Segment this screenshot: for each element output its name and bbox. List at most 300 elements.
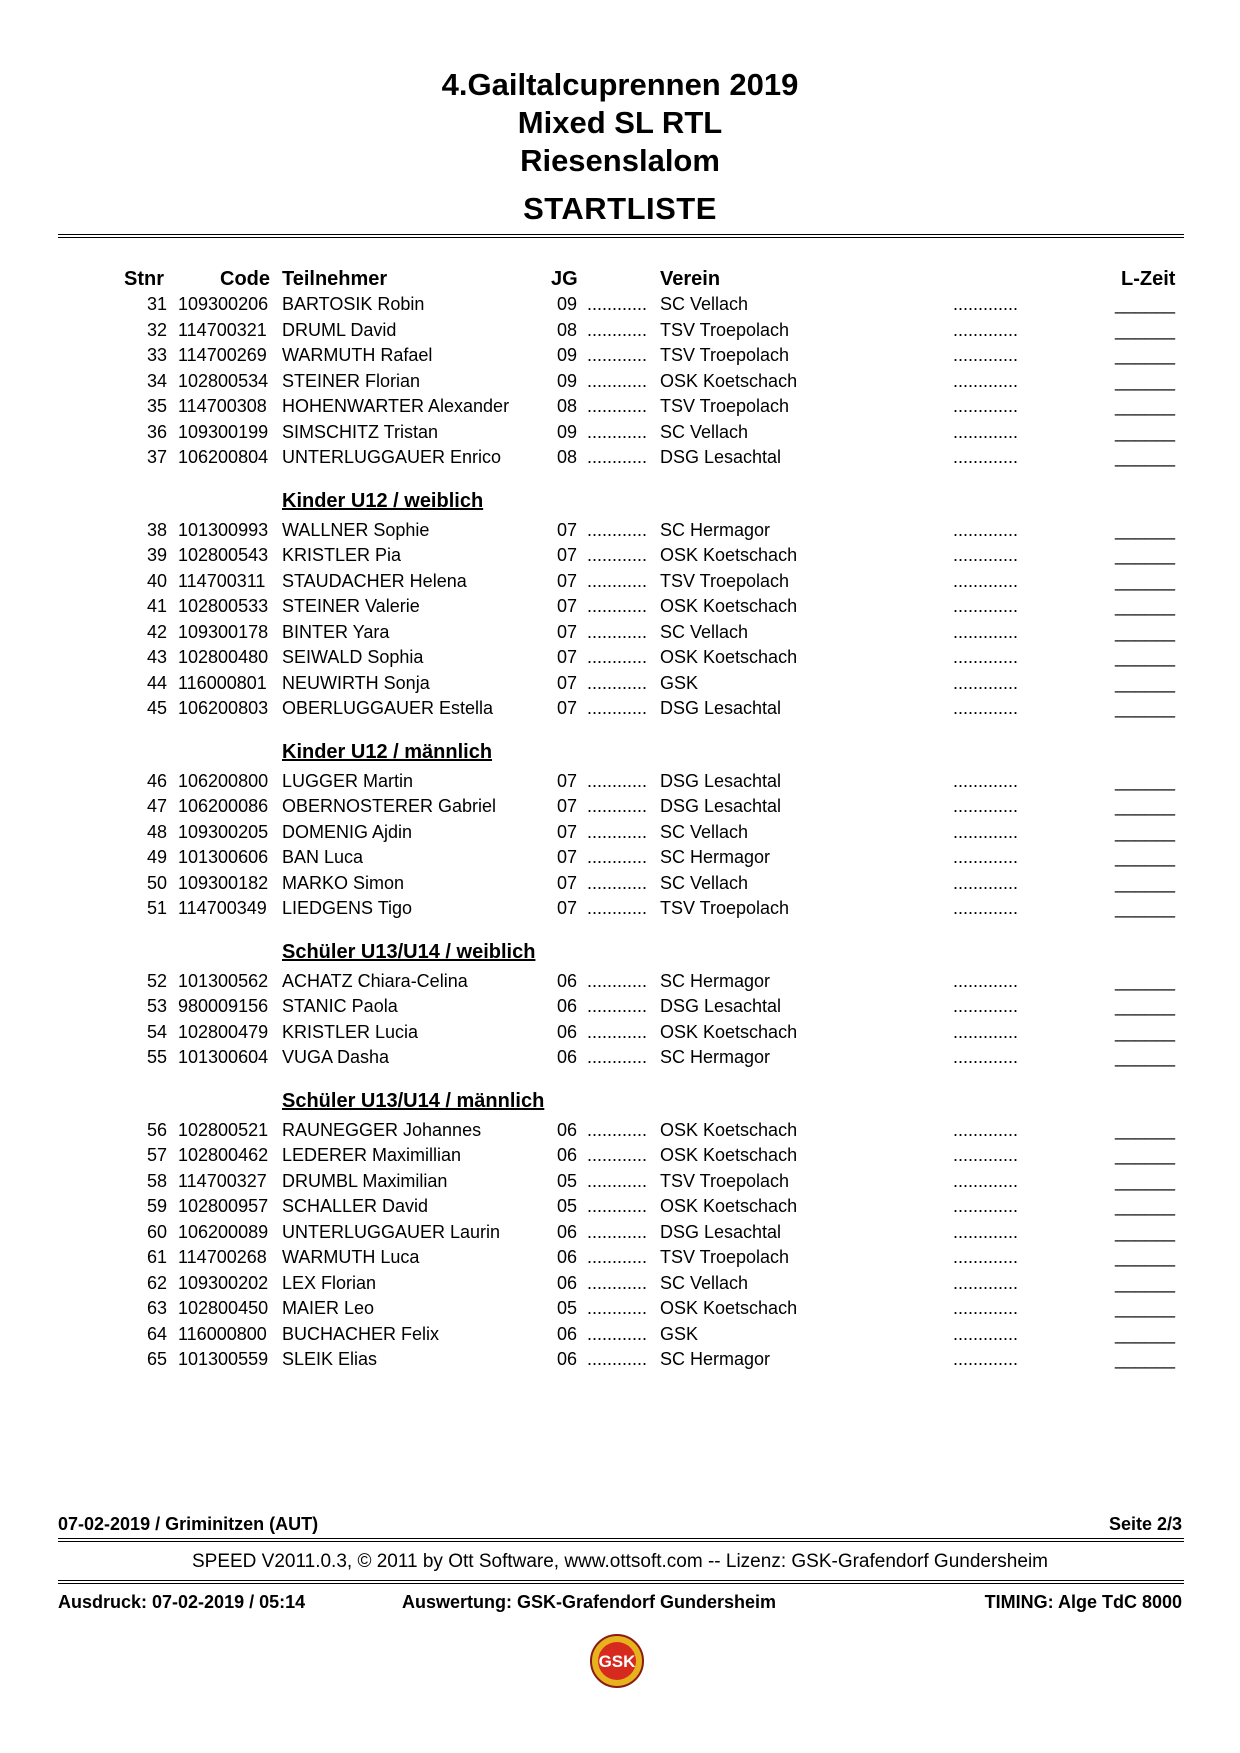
club-name: SC Vellach <box>660 621 749 642</box>
start-number: 52 <box>146 970 167 991</box>
competitor-code: 109300199 <box>178 421 269 442</box>
start-number: 55 <box>146 1047 167 1067</box>
dotted-placeholder: ............. <box>953 370 1019 391</box>
competitor-name: ACHATZ Chiara-Celina <box>282 970 468 991</box>
lzeit-blank: ______ <box>1115 847 1176 867</box>
club-name: TSV Troepolach <box>660 570 790 591</box>
lzeit-blank: ______ <box>1115 647 1176 667</box>
club-name: SC Hermagor <box>660 1349 771 1369</box>
competitor-name: STANIC Paola <box>282 996 398 1016</box>
dotted-placeholder: ............. <box>953 1196 1019 1216</box>
club-name: GSK <box>660 1323 699 1344</box>
dotted-placeholder: ............. <box>953 1272 1019 1293</box>
competitor-code: 109300206 <box>178 294 269 314</box>
start-number: 39 <box>146 545 167 565</box>
dotted-placeholder: ............. <box>953 294 1019 314</box>
dotted-placeholder: ............ <box>587 421 648 442</box>
competitor-row <box>0 794 1240 820</box>
birth-year: 08 <box>557 396 578 416</box>
competitor-row <box>0 394 1240 420</box>
start-number: 57 <box>146 1145 167 1165</box>
start-number: 49 <box>146 847 167 867</box>
category-heading: Kinder U12 / männlich <box>282 740 493 763</box>
competitor-row <box>0 543 1240 569</box>
dotted-placeholder: ............. <box>953 1323 1019 1344</box>
dotted-placeholder: ............ <box>587 770 648 791</box>
dotted-placeholder: ............ <box>587 1298 648 1318</box>
competitor-code: 102800480 <box>178 647 269 667</box>
dotted-placeholder: ............. <box>953 1247 1019 1267</box>
birth-year: 09 <box>557 345 578 365</box>
category-block <box>0 1071 1240 1118</box>
club-name: DSG Lesachtal <box>660 698 782 718</box>
dotted-placeholder: ............ <box>587 1323 648 1344</box>
birth-year: 08 <box>557 447 578 467</box>
dotted-placeholder: ............. <box>953 898 1019 918</box>
competitor-row <box>0 1347 1240 1373</box>
dotted-placeholder: ............ <box>587 996 648 1016</box>
start-number: 46 <box>146 770 167 791</box>
start-number: 36 <box>146 421 167 442</box>
start-number: 63 <box>146 1298 167 1318</box>
birth-year: 07 <box>557 821 578 842</box>
competitor-name: SIMSCHITZ Tristan <box>282 421 439 442</box>
dotted-placeholder: ............ <box>587 570 648 591</box>
dotted-placeholder: ............ <box>587 345 648 365</box>
competitor-name: LUGGER Martin <box>282 770 414 791</box>
dotted-placeholder: ............. <box>953 796 1019 816</box>
competitor-row <box>0 969 1240 995</box>
dotted-placeholder: ............. <box>953 872 1019 893</box>
dotted-placeholder: ............. <box>953 672 1019 693</box>
competitor-code: 109300202 <box>178 1272 269 1293</box>
title-block <box>0 66 1240 227</box>
lzeit-blank: ______ <box>1115 345 1176 365</box>
competitor-row <box>0 620 1240 646</box>
competitor-name: LEDERER Maximillian <box>282 1145 462 1165</box>
competitor-code: 101300604 <box>178 1047 269 1067</box>
birth-year: 07 <box>557 698 578 718</box>
competitor-code: 116000800 <box>178 1323 267 1344</box>
competitor-name: RAUNEGGER Johannes <box>282 1119 482 1140</box>
category-block <box>0 471 1240 518</box>
lzeit-blank: ______ <box>1115 621 1176 642</box>
start-number: 64 <box>146 1323 167 1344</box>
competitor-row <box>0 896 1240 922</box>
lzeit-blank: ______ <box>1115 770 1176 791</box>
dotted-placeholder: ............ <box>587 970 648 991</box>
club-name: DSG Lesachtal <box>660 996 782 1016</box>
club-name: OSK Koetschach <box>660 596 798 616</box>
lzeit-blank: ______ <box>1115 396 1176 416</box>
club-name: TSV Troepolach <box>660 1170 790 1191</box>
club-name: TSV Troepolach <box>660 1247 790 1267</box>
competitor-name: HOHENWARTER Alexander <box>282 396 510 416</box>
event-subtitle: Mixed SL RTL <box>517 105 723 140</box>
competitor-code: 102800533 <box>178 596 269 616</box>
competitor-code: 114700268 <box>178 1247 267 1267</box>
category-heading: Schüler U13/U14 / männlich <box>282 1089 545 1112</box>
dotted-placeholder: ............. <box>953 1021 1019 1042</box>
competitor-row <box>0 1169 1240 1195</box>
club-name: SC Vellach <box>660 821 749 842</box>
start-number: 44 <box>146 672 167 693</box>
dotted-placeholder: ............ <box>587 1196 648 1216</box>
footer-software: SPEED V2011.0.3, © 2011 by Ott Software, www.ottsoft.com -- Lizenz: GSK-Grafendorf Gundersheim <box>191 1551 1048 1572</box>
birth-year: 06 <box>557 1323 578 1344</box>
competitor-row <box>0 871 1240 897</box>
competitor-row <box>0 1220 1240 1246</box>
start-number: 56 <box>146 1119 167 1140</box>
dotted-placeholder: ............. <box>953 447 1019 467</box>
lzeit-blank: ______ <box>1115 1247 1176 1267</box>
dotted-placeholder: ............. <box>953 647 1019 667</box>
category-heading: Schüler U13/U14 / weiblich <box>282 940 536 963</box>
start-number: 48 <box>146 821 167 842</box>
competitor-name: BUCHACHER Felix <box>282 1323 440 1344</box>
lzeit-blank: ______ <box>1115 898 1176 918</box>
start-number: 42 <box>146 621 167 642</box>
club-name: SC Hermagor <box>660 847 771 867</box>
lzeit-blank: ______ <box>1115 1170 1176 1191</box>
competitor-row <box>0 292 1240 318</box>
competitor-code: 102800462 <box>178 1145 269 1165</box>
competitor-row <box>0 1194 1240 1220</box>
competitor-name: BINTER Yara <box>282 621 390 642</box>
club-name: SC Hermagor <box>660 1047 771 1067</box>
footer-page: Seite 2/3 <box>1108 1514 1182 1534</box>
club-name: SC Hermagor <box>660 970 771 991</box>
competitor-row <box>0 845 1240 871</box>
lzeit-blank: ______ <box>1115 1021 1176 1042</box>
competitor-name: OBERLUGGAUER Estella <box>282 698 494 718</box>
competitor-row <box>0 820 1240 846</box>
start-number: 34 <box>146 370 167 391</box>
competitor-code: 114700349 <box>178 898 267 918</box>
dotted-placeholder: ............. <box>953 621 1019 642</box>
competitor-code: 101300559 <box>178 1349 269 1369</box>
competitor-row <box>0 1118 1240 1144</box>
lzeit-blank: ______ <box>1115 970 1176 991</box>
birth-year: 09 <box>557 294 578 314</box>
dotted-placeholder: ............ <box>587 447 648 467</box>
dotted-placeholder: ............ <box>587 1021 648 1042</box>
competitor-row <box>0 569 1240 595</box>
club-name: SC Vellach <box>660 294 749 314</box>
category-heading: Kinder U12 / weiblich <box>282 489 484 512</box>
start-number: 32 <box>146 319 167 340</box>
competitor-code: 106200803 <box>178 698 269 718</box>
club-name: OSK Koetschach <box>660 1196 798 1216</box>
club-name: OSK Koetschach <box>660 647 798 667</box>
lzeit-blank: ______ <box>1115 996 1176 1016</box>
dotted-placeholder: ............. <box>953 345 1019 365</box>
dotted-placeholder: ............. <box>953 1221 1019 1242</box>
competitor-code: 109300182 <box>178 872 269 893</box>
competitor-code: 102800521 <box>178 1119 269 1140</box>
dotted-placeholder: ............ <box>587 319 648 340</box>
competitor-name: LIEDGENS Tigo <box>282 898 413 918</box>
club-name: OSK Koetschach <box>660 1298 798 1318</box>
competitor-row <box>0 420 1240 446</box>
dotted-placeholder: ............ <box>587 672 648 693</box>
club-name: DSG Lesachtal <box>660 770 782 791</box>
dotted-placeholder: ............. <box>953 545 1019 565</box>
start-number: 60 <box>146 1221 167 1242</box>
competitor-name: WALLNER Sophie <box>282 519 430 540</box>
col-header-club: Verein <box>660 268 721 290</box>
birth-year: 06 <box>557 1119 578 1140</box>
lzeit-blank: ______ <box>1115 545 1176 565</box>
competitor-row <box>0 1020 1240 1046</box>
dotted-placeholder: ............ <box>587 1145 648 1165</box>
lzeit-blank: ______ <box>1115 1047 1176 1067</box>
competitor-name: STEINER Florian <box>282 370 421 391</box>
competitor-name: DRUML David <box>282 319 397 340</box>
competitor-row <box>0 518 1240 544</box>
competitor-name: OBERNOSTERER Gabriel <box>282 796 497 816</box>
dotted-placeholder: ............ <box>587 545 648 565</box>
dotted-placeholder: ............. <box>953 698 1019 718</box>
list-type-title: STARTLISTE <box>523 191 717 226</box>
dotted-placeholder: ............ <box>587 596 648 616</box>
dotted-placeholder: ............. <box>953 970 1019 991</box>
start-number: 37 <box>146 447 167 467</box>
dotted-placeholder: ............. <box>953 396 1019 416</box>
dotted-placeholder: ............. <box>953 847 1019 867</box>
dotted-placeholder: ............ <box>587 519 648 540</box>
club-name: TSV Troepolach <box>660 898 790 918</box>
club-name: OSK Koetschach <box>660 1145 798 1165</box>
competitor-name: UNTERLUGGAUER Laurin <box>282 1221 501 1242</box>
birth-year: 06 <box>557 1221 578 1242</box>
dotted-placeholder: ............ <box>587 1119 648 1140</box>
competitor-row <box>0 343 1240 369</box>
col-header-stnr: Stnr <box>124 268 164 290</box>
dotted-placeholder: ............. <box>953 1298 1019 1318</box>
lzeit-blank: ______ <box>1115 1349 1176 1369</box>
birth-year: 05 <box>557 1298 578 1318</box>
dotted-placeholder: ............. <box>953 1349 1019 1369</box>
lzeit-blank: ______ <box>1115 872 1176 893</box>
dotted-placeholder: ............ <box>587 1349 648 1369</box>
dotted-placeholder: ............ <box>587 872 648 893</box>
competitor-row <box>0 671 1240 697</box>
dotted-placeholder: ............ <box>587 1170 648 1191</box>
birth-year: 05 <box>557 1196 578 1216</box>
discipline-title: Riesenslalom <box>520 143 720 178</box>
lzeit-blank: ______ <box>1115 370 1176 391</box>
dotted-placeholder: ............ <box>587 796 648 816</box>
lzeit-blank: ______ <box>1115 570 1176 591</box>
lzeit-blank: ______ <box>1115 519 1176 540</box>
birth-year: 07 <box>557 596 578 616</box>
start-list <box>0 292 1240 1373</box>
club-name: DSG Lesachtal <box>660 447 782 467</box>
dotted-placeholder: ............. <box>953 1047 1019 1067</box>
col-header-lzeit: L-Zeit <box>1121 268 1176 290</box>
competitor-row <box>0 696 1240 722</box>
dotted-placeholder: ............ <box>587 647 648 667</box>
birth-year: 06 <box>557 1247 578 1267</box>
dotted-placeholder: ............. <box>953 821 1019 842</box>
competitor-code: 101300562 <box>178 970 269 991</box>
dotted-placeholder: ............ <box>587 1272 648 1293</box>
club-name: OSK Koetschach <box>660 370 798 391</box>
lzeit-blank: ______ <box>1115 1119 1176 1140</box>
lzeit-blank: ______ <box>1115 821 1176 842</box>
dotted-placeholder: ............. <box>953 596 1019 616</box>
col-header-jg: JG <box>551 268 578 290</box>
club-name: SC Hermagor <box>660 519 771 540</box>
dotted-placeholder: ............ <box>587 698 648 718</box>
competitor-code: 109300205 <box>178 821 269 842</box>
birth-year: 05 <box>557 1170 578 1191</box>
competitor-name: BARTOSIK Robin <box>282 294 425 314</box>
event-title: 4.Gailtalcuprennen 2019 <box>441 67 799 102</box>
lzeit-blank: ______ <box>1115 672 1176 693</box>
dotted-placeholder: ............ <box>587 1247 648 1267</box>
competitor-code: 114700327 <box>178 1170 267 1191</box>
start-number: 35 <box>146 396 167 416</box>
lzeit-blank: ______ <box>1115 447 1176 467</box>
svg-text:GSK: GSK <box>598 1652 636 1671</box>
footer-printout: Ausdruck: 07-02-2019 / 05:14 <box>58 1592 306 1612</box>
category-block <box>0 722 1240 769</box>
competitor-row <box>0 1271 1240 1297</box>
dotted-placeholder: ............ <box>587 847 648 867</box>
start-number: 51 <box>146 898 167 918</box>
dotted-placeholder: ............. <box>953 996 1019 1016</box>
competitor-name: WARMUTH Luca <box>282 1247 420 1267</box>
lzeit-blank: ______ <box>1115 1298 1176 1318</box>
competitor-name: NEUWIRTH Sonja <box>282 672 430 693</box>
dotted-placeholder: ............. <box>953 1170 1019 1191</box>
birth-year: 06 <box>557 1021 578 1042</box>
competitor-name: STAUDACHER Helena <box>282 570 467 591</box>
start-number: 45 <box>146 698 167 718</box>
club-name: SC Vellach <box>660 421 749 442</box>
start-number: 50 <box>146 872 167 893</box>
competitor-row <box>0 994 1240 1020</box>
club-name: DSG Lesachtal <box>660 796 782 816</box>
dotted-placeholder: ............ <box>587 621 648 642</box>
dotted-placeholder: ............. <box>953 319 1019 340</box>
competitor-code: 106200804 <box>178 447 269 467</box>
col-header-name: Teilnehmer <box>282 268 388 290</box>
dotted-placeholder: ............. <box>953 770 1019 791</box>
start-number: 47 <box>146 796 167 816</box>
birth-year: 06 <box>557 996 578 1016</box>
dotted-placeholder: ............ <box>587 294 648 314</box>
lzeit-blank: ______ <box>1115 1323 1176 1344</box>
lzeit-blank: ______ <box>1115 1221 1176 1242</box>
dotted-placeholder: ............. <box>953 1119 1019 1140</box>
birth-year: 06 <box>557 970 578 991</box>
lzeit-blank: ______ <box>1115 1272 1176 1293</box>
club-name: SC Vellach <box>660 1272 749 1293</box>
competitor-row <box>0 445 1240 471</box>
category-block <box>0 922 1240 969</box>
competitor-code: 980009156 <box>178 996 269 1016</box>
dotted-placeholder: ............ <box>587 396 648 416</box>
dotted-placeholder: ............ <box>587 1047 648 1067</box>
competitor-code: 102800450 <box>178 1298 269 1318</box>
footer-divider-bottom <box>58 1580 1184 1584</box>
competitor-code: 116000801 <box>178 672 267 693</box>
competitor-code: 114700321 <box>178 319 267 340</box>
birth-year: 07 <box>557 770 578 791</box>
start-number: 59 <box>146 1196 167 1216</box>
competitor-name: KRISTLER Pia <box>282 545 402 565</box>
club-name: TSV Troepolach <box>660 345 790 365</box>
competitor-name: MARKO Simon <box>282 872 405 893</box>
lzeit-blank: ______ <box>1115 294 1176 314</box>
birth-year: 07 <box>557 545 578 565</box>
footer-evaluation: Auswertung: GSK-Grafendorf Gundersheim <box>402 1592 777 1612</box>
dotted-placeholder: ............. <box>953 570 1019 591</box>
start-number: 38 <box>146 519 167 540</box>
start-number: 58 <box>146 1170 167 1191</box>
competitor-name: SLEIK Elias <box>282 1349 378 1369</box>
competitor-code: 102800479 <box>178 1021 269 1042</box>
birth-year: 08 <box>557 319 578 340</box>
birth-year: 07 <box>557 519 578 540</box>
competitor-code: 102800534 <box>178 370 269 391</box>
start-number: 61 <box>146 1247 167 1267</box>
club-name: GSK <box>660 672 699 693</box>
start-number: 62 <box>146 1272 167 1293</box>
club-name: SC Vellach <box>660 872 749 893</box>
club-name: OSK Koetschach <box>660 1021 798 1042</box>
competitor-name: DRUMBL Maximilian <box>282 1170 448 1191</box>
lzeit-blank: ______ <box>1115 319 1176 340</box>
competitor-name: SCHALLER David <box>282 1196 429 1216</box>
birth-year: 07 <box>557 647 578 667</box>
competitor-row <box>0 645 1240 671</box>
gsk-logo <box>589 1633 645 1689</box>
competitor-code: 106200800 <box>178 770 269 791</box>
birth-year: 07 <box>557 621 578 642</box>
competitor-code: 109300178 <box>178 621 269 642</box>
competitor-code: 101300606 <box>178 847 269 867</box>
footer-divider-top <box>58 1538 1184 1542</box>
competitor-row <box>0 1143 1240 1169</box>
dotted-placeholder: ............ <box>587 821 648 842</box>
competitor-code: 114700269 <box>178 345 267 365</box>
competitor-name: DOMENIG Ajdin <box>282 821 413 842</box>
club-name: TSV Troepolach <box>660 396 790 416</box>
competitor-code: 101300993 <box>178 519 269 540</box>
lzeit-blank: ______ <box>1115 596 1176 616</box>
competitor-row <box>0 594 1240 620</box>
competitor-row <box>0 769 1240 795</box>
club-name: OSK Koetschach <box>660 1119 798 1140</box>
competitor-name: WARMUTH Rafael <box>282 345 433 365</box>
birth-year: 07 <box>557 672 578 693</box>
competitor-row <box>0 369 1240 395</box>
competitor-row <box>0 318 1240 344</box>
birth-year: 07 <box>557 872 578 893</box>
birth-year: 06 <box>557 1272 578 1293</box>
competitor-name: KRISTLER Lucia <box>282 1021 419 1042</box>
dotted-placeholder: ............ <box>587 1221 648 1242</box>
birth-year: 06 <box>557 1145 578 1165</box>
competitor-code: 106200086 <box>178 796 269 816</box>
birth-year: 07 <box>557 898 578 918</box>
header-divider <box>58 234 1184 238</box>
birth-year: 07 <box>557 570 578 591</box>
